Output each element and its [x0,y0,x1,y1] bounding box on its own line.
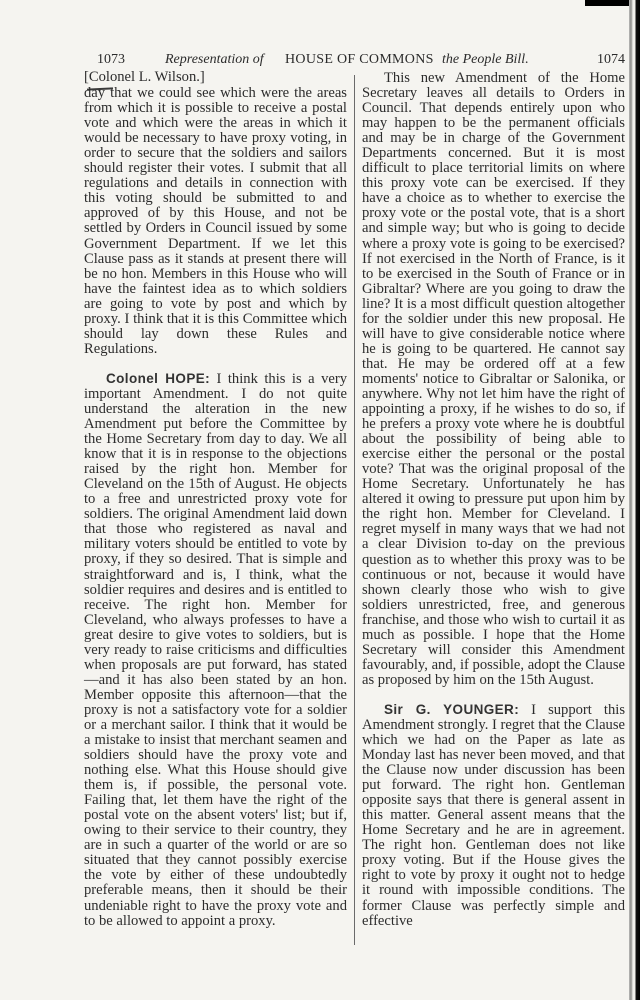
paragraph [84,371,347,929]
speaker-name: Colonel HOPE: [106,370,211,386]
running-head [97,52,625,68]
right-running-title: the People Bill. [442,52,529,67]
paragraph-text: I think this is a very important Amendment. I do not quite understand the alteration in the new Amendment put before the Committee by the Home Secretary from day to day. We all know that it is in response to the objections raised by the right hon. Member for Cleveland on the 15th of August. He objects to a free and unrestricted proxy vote for soldiers. The original Amendment laid down that those who registered as naval and military voters should be entitled to vote by proxy, if they so desired. That is simple and straightforward and is, I think, what the soldier requires and desires and is entitled to receive. The right hon. Member for Cleveland, who always professes to have a great desire to give votes to soldiers, but is very ready to raise criticisms and difficulties when proposals are put forward, has stated—and it has also been stated by an hon. Member opposite this afternoon—that the proxy is not a satisfactory vote for a soldier or a merchant sailor. I think that it would be a mistake to insist that merchant seamen and soldiers should have the proxy vote and nothing else. What this House should give them is, if possible, the personal vote. Failing that, let them have the right of the postal vote on the absent voters' list; but if, owing to their service to their country, they are in such a quarter of the world or are so situated that they cannot possibly exercise the vote by either of these undoubtedly preferable means, then it should be their undeniable right to have the proxy vote and to be allowed to appoint a proxy. [84,370,348,929]
center-running-title: HOUSE OF COMMONS [285,52,434,67]
left-running-title: Representation of [165,52,264,67]
paragraph [84,85,347,357]
paragraph-text: day that we could see which were the areas from which it is possible to receive a postal vote and which were the areas in which it would be necessary to have proxy voting, in order to secure that the soldiers and sailors should register their votes. I submit that all regulations and details in connection with this voting should be submitted to and approved of by this House, and not be settled by Orders in Council issued by some Government Department. If we let this Clause pass as it stands at present there will be no hon. Members in this House who will have the faintest idea as to which soldiers are going to vote by post and which by proxy. I think that it is this Committee which should lay down these Rules and Regulations. [84,85,347,357]
paragraph [362,70,625,688]
right-column [362,70,625,929]
paragraph-text: This new Amendment of the Home Secretary leaves all details to Orders in Council. That depends entirely upon who may happen to be the permanent officials and may be in charge of the Government Departments concerned. But it is most difficult to place territorial limits on where this proxy vote can be exercised. If they have a choice as to whether to exercise the proxy vote or the postal vote, that is a short and simple way; but who is going to decide where a proxy vote is going to be exercised? If not exercised in the North of France, is it to be exercised in the South of France or in Gibraltar? Where are you going to draw the line? It is a most difficult question altogether for the soldier under this new proposal. He will have to give considerable notice where he is going to be quartered. He cannot say that. He may be ordered off at a few moments' notice to Gibraltar or Salonika, or anywhere. Why not let him have the right of appointing a proxy, if he wishes to do so, if he prefers a proxy vote where he is doubtful about the possibility of being able to exercise either the personal or the postal vote? That was the original proposal of the Home Secretary. Unfortunately he has altered it owing to pressure put upon him by the right hon. Member for Cleveland. I regret myself in many ways that we had not a clear Division to-day on the previous question as to whether this proxy was to be continuous or not, because it would have shown clearly those who wish to give soldiers unrestricted, free, and generous franchise, and those who wish to curtail it as much as possible. I hope that the Home Secretary will consider this Amendment favourably, and, if possible, adopt the Clause as proposed by him on the 15th August. [362,70,625,688]
paragraph-text: I support this Amendment strongly. I regret that the Clause which we had on the Paper as late as Monday last has never been moved, and that the Clause now under discussion has been put forward. The right hon. Gentleman opposite says that there is general assent in this matter. General assent means that the Home Secretary and he are in agreement. The right hon. Gentleman does not like proxy voting. But if the House gives the right to vote by proxy it ought not to hedge it round with impossible conditions. The former Clause was perfectly simple and effective [362,701,625,929]
scan-edge-right [629,0,640,1000]
left-column [84,70,347,929]
speaker-name: Sir G. YOUNGER: [384,701,520,717]
paragraph [362,702,625,929]
speaker-attribution: [Colonel L. Wilson.] [84,69,205,85]
right-page-number: 1074 [597,52,625,67]
column-divider [354,75,355,945]
left-page-number: 1073 [97,52,125,67]
